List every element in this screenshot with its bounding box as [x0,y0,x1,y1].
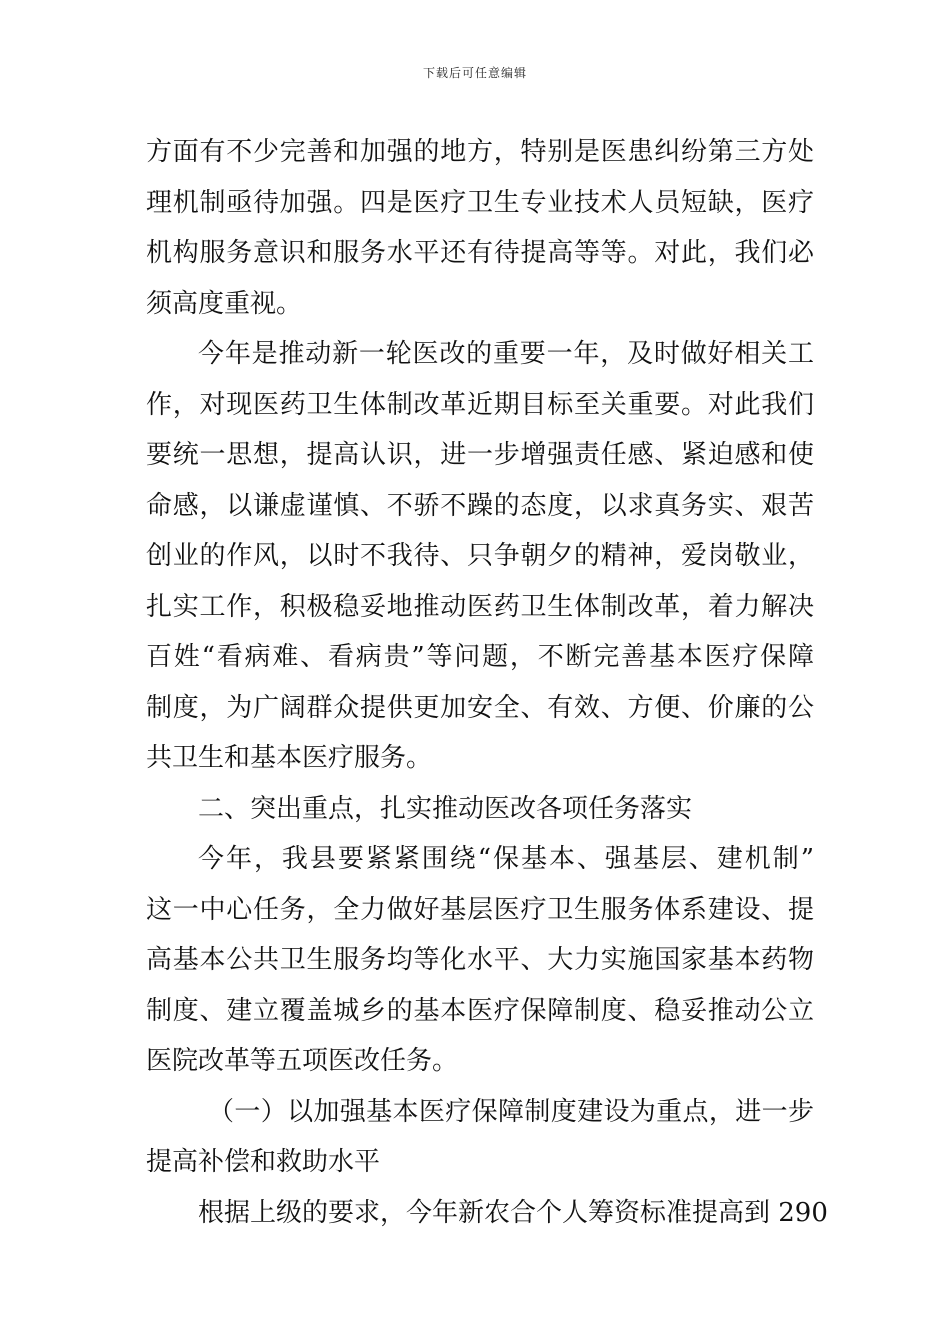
subsection-heading: （一）以加强基本医疗保障制度建设为重点，进一步 [208,1096,814,1127]
text-line: 创业的作风，以时不我待、只争朝夕的精神，爱岗敬业， [146,541,814,571]
paragraph-start-line: 今年是推动新一轮医改的重要一年，及时做好相关工 [198,339,814,369]
text-line: 要统一思想，提高认识，进一步增强责任感、紧迫感和使 [146,440,814,470]
text-line: 高基本公共卫生服务均等化水平、大力实施国家基本药物 [146,945,814,975]
text-line: 理机制亟待加强。四是医疗卫生专业技术人员短缺，医疗 [146,187,814,218]
text-line: 方面有不少完善和加强的地方，特别是医患纠纷第三方处 [146,137,814,167]
text-line: 须高度重视。 [146,288,303,319]
paragraph-start-line: 今年，我县要紧紧围绕“保基本、强基层、建机制” [198,844,814,874]
text-line: 百姓“看病难、看病贵”等问题，不断完善基本医疗保障 [146,642,814,672]
text-line: 制度、建立覆盖城乡的基本医疗保障制度、稳妥推动公立 [146,995,814,1026]
section-heading: 二、突出重点，扎实推动医改各项任务落实 [198,793,693,824]
subsection-heading-continued: 提高补偿和救助水平 [146,1147,381,1177]
text-line: 医院改革等五项医改任务。 [146,1046,459,1076]
text-line: 命感，以谦虚谨慎、不骄不躁的态度，以求真务实、艰苦 [146,490,814,521]
text-line: 共卫生和基本医疗服务。 [146,743,433,773]
text-line: 制度，为广阔群众提供更加安全、有效、方便、价廉的公 [146,692,814,723]
text-line: 扎实工作，积极稳妥地推动医药卫生体制改革，着力解决 [146,591,814,622]
text-line: 这一中心任务，全力做好基层医疗卫生服务体系建设、提 [146,894,814,925]
text-line: 机构服务意识和服务水平还有待提高等等。对此，我们必 [146,238,814,268]
document-body [146,127,828,1238]
page-header: 下载后可任意编辑 [422,66,527,80]
text-line: 作，对现医药卫生体制改革近期目标至关重要。对此我们 [146,389,814,420]
paragraph-start-line: 根据上级的要求，今年新农合个人筹资标准提高到 290 [198,1197,828,1228]
